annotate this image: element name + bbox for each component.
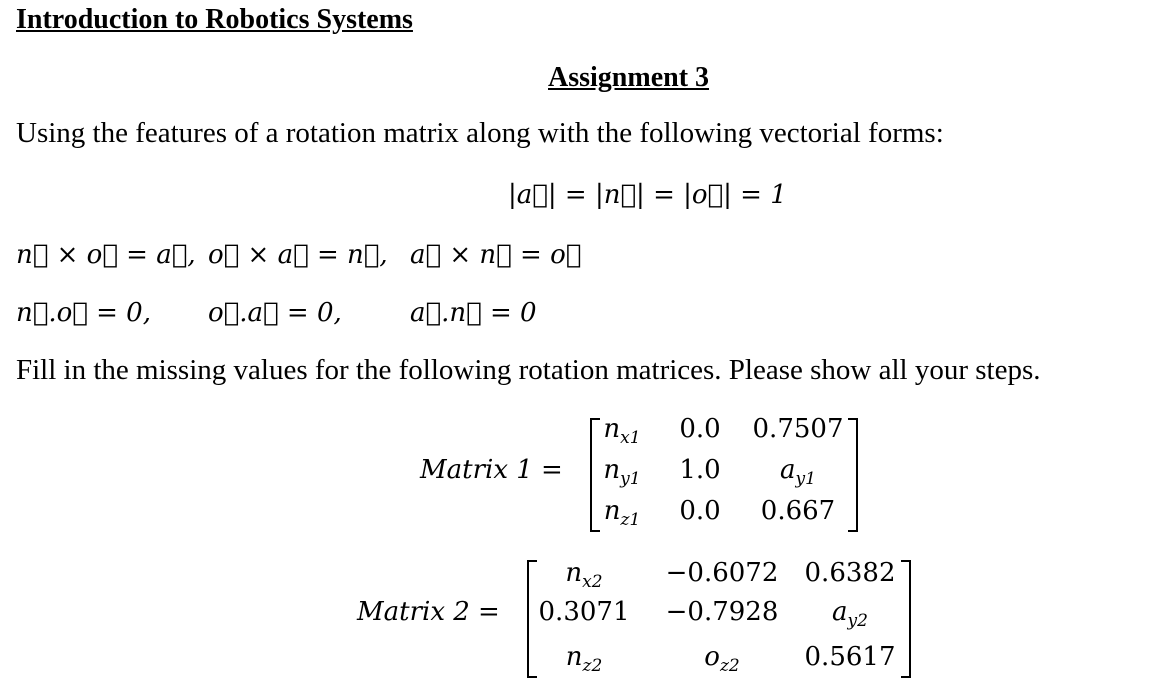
dot-eq-2: o⃗.a⃗ = 0, (208, 298, 342, 328)
intro-paragraph: Using the features of a rotation matrix along with the following vectorial forms: (16, 117, 944, 149)
assignment-title: Assignment 3 (548, 62, 710, 93)
dot-eq-1: n⃗.o⃗ = 0, (16, 298, 151, 328)
instruction-paragraph: Fill in the missing values for the following rotation matrices. Please show all your steps. (16, 354, 1041, 386)
matrix-2-cell-r1c3: 0.6382 (804, 558, 896, 588)
matrix-1-cell-r3c2: 0.0 (679, 496, 721, 526)
matrix-1-cell-r2c3: $a_{y1}$ (780, 455, 816, 489)
matrix-2-cell-r3c3: 0.5617 (804, 642, 896, 672)
matrix-2-cell-r3c2: $o_{z2}$ (704, 642, 740, 676)
dot-eq-3: a⃗.n⃗ = 0 (410, 298, 537, 328)
cross-eq-2: o⃗ × a⃗ = n⃗, (208, 240, 388, 270)
matrix-2-right-bracket (901, 560, 911, 678)
matrix-1-label: Matrix 1 = (420, 455, 563, 485)
matrix-1-cell-r1c3: 0.7507 (752, 414, 844, 444)
matrix-2-label: Matrix 2 = (357, 597, 500, 627)
matrix-1-right-bracket (848, 418, 858, 532)
matrix-2-cell-r1c2: −0.6072 (665, 558, 779, 588)
matrix-2-cell-r2c2: −0.7928 (665, 597, 779, 627)
matrix-2-left-bracket (527, 560, 537, 678)
matrix-1-cell-r3c1: $n_{z1}$ (603, 496, 641, 530)
matrix-1-left-bracket (590, 418, 600, 532)
matrix-2-cell-r2c3: $a_{y2}$ (832, 597, 868, 631)
matrix-1-cell-r3c3: 0.667 (760, 496, 836, 526)
matrix-2-cell-r1c1: $n_{x2}$ (565, 558, 603, 592)
matrix-1-cell-r1c2: 0.0 (679, 414, 721, 444)
matrix-2-cell-r3c1: $n_{z2}$ (565, 642, 603, 676)
matrix-1-cell-r2c1: $n_{y1}$ (603, 455, 641, 489)
matrix-1-cell-r2c2: 1.0 (679, 455, 721, 485)
norm-equation: |a⃗| = |n⃗| = |o⃗| = 1 (508, 180, 787, 210)
course-title: Introduction to Robotics Systems (16, 4, 413, 35)
cross-eq-1: n⃗ × o⃗ = a⃗, (16, 240, 196, 270)
cross-eq-3: a⃗ × n⃗ = o⃗ (410, 240, 582, 270)
matrix-2-cell-r2c1: 0.3071 (538, 597, 630, 627)
matrix-1-cell-r1c1: $n_{x1}$ (603, 414, 641, 448)
